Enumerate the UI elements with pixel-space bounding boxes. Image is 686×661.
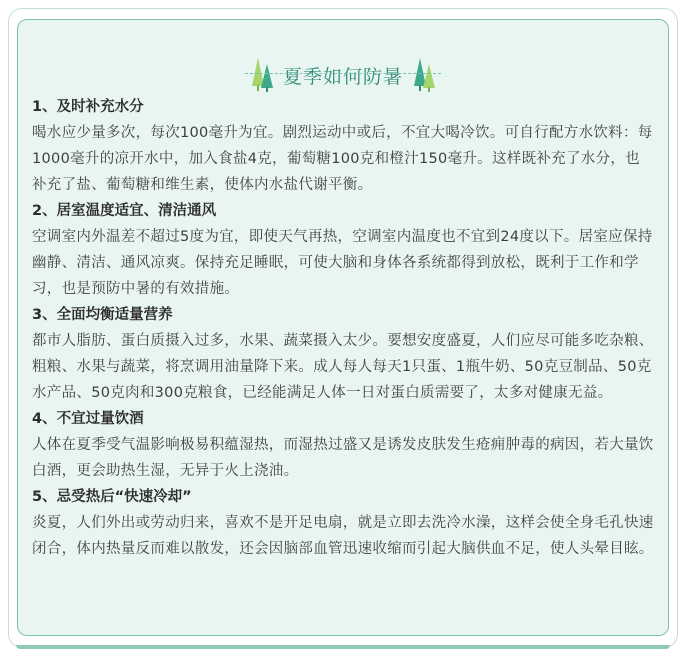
title-underline	[245, 73, 441, 74]
bottom-accent-bar	[16, 645, 670, 649]
section-heading: 2、居室温度适宜、清洁通风	[32, 203, 217, 219]
pine-trees-icon	[249, 56, 275, 92]
section-paragraph: 空调室内外温差不超过5度为宜，即使天气再热，空调室内温度也不宜到24度以下。居室应保持幽静、清洁、通风凉爽。保持充足睡眠，可使大脑和身体各系统都得到放松，既利于工作和学习，也是预防中暑的有效措施。	[32, 229, 653, 297]
section-paragraph: 炎夏，人们外出或劳动归来，喜欢不是开足电扇，就是立即去洗冷水澡，这样会使全身毛孔快速闭合，体内热量反而难以散发，还会因脑部血管迅速收缩而引起大脑供血不足，使人头晕目眩。	[32, 515, 654, 557]
article-body	[32, 94, 654, 562]
section-heading: 5、忌受热后“快速冷却”	[32, 489, 192, 505]
section-heading: 4、不宜过量饮酒	[32, 411, 144, 427]
section-paragraph: 喝水应少量多次，每次100毫升为宜。剧烈运动中或后，不宜大喝冷饮。可自行配方水饮料：每1000毫升的凉开水中，加入食盐4克，葡萄糖100克和橙汁150毫升。这样既补充了水分，也补充了盐、葡萄糖和维生素，使体内水盐代谢平衡。	[32, 125, 653, 193]
title-group	[249, 56, 437, 92]
section-paragraph: 都市人脂肪、蛋白质摄入过多，水果、蔬菜摄入太少。要想安度盛夏，人们应尽可能多吃杂粮、粗粮、水果与蔬菜，将烹调用油量降下来。成人每人每天1只蛋、1瓶牛奶、50克豆制品、50克水产品、50克肉和300克粮食，已经能满足人体一日对蛋白质需要了，太多对健康无益。	[32, 333, 654, 401]
pine-trees-icon	[411, 56, 437, 92]
page-title: 夏季如何防暑	[282, 66, 403, 88]
section-heading: 1、及时补充水分	[32, 99, 144, 115]
section-paragraph: 人体在夏季受气温影响极易积蕴湿热，而湿热过盛又是诱发皮肤发生疮痈肿毒的病因，若大量饮白酒，更会助热生湿，无异于火上浇油。	[32, 437, 654, 479]
section-heading: 3、全面均衡适量营养	[32, 307, 173, 323]
